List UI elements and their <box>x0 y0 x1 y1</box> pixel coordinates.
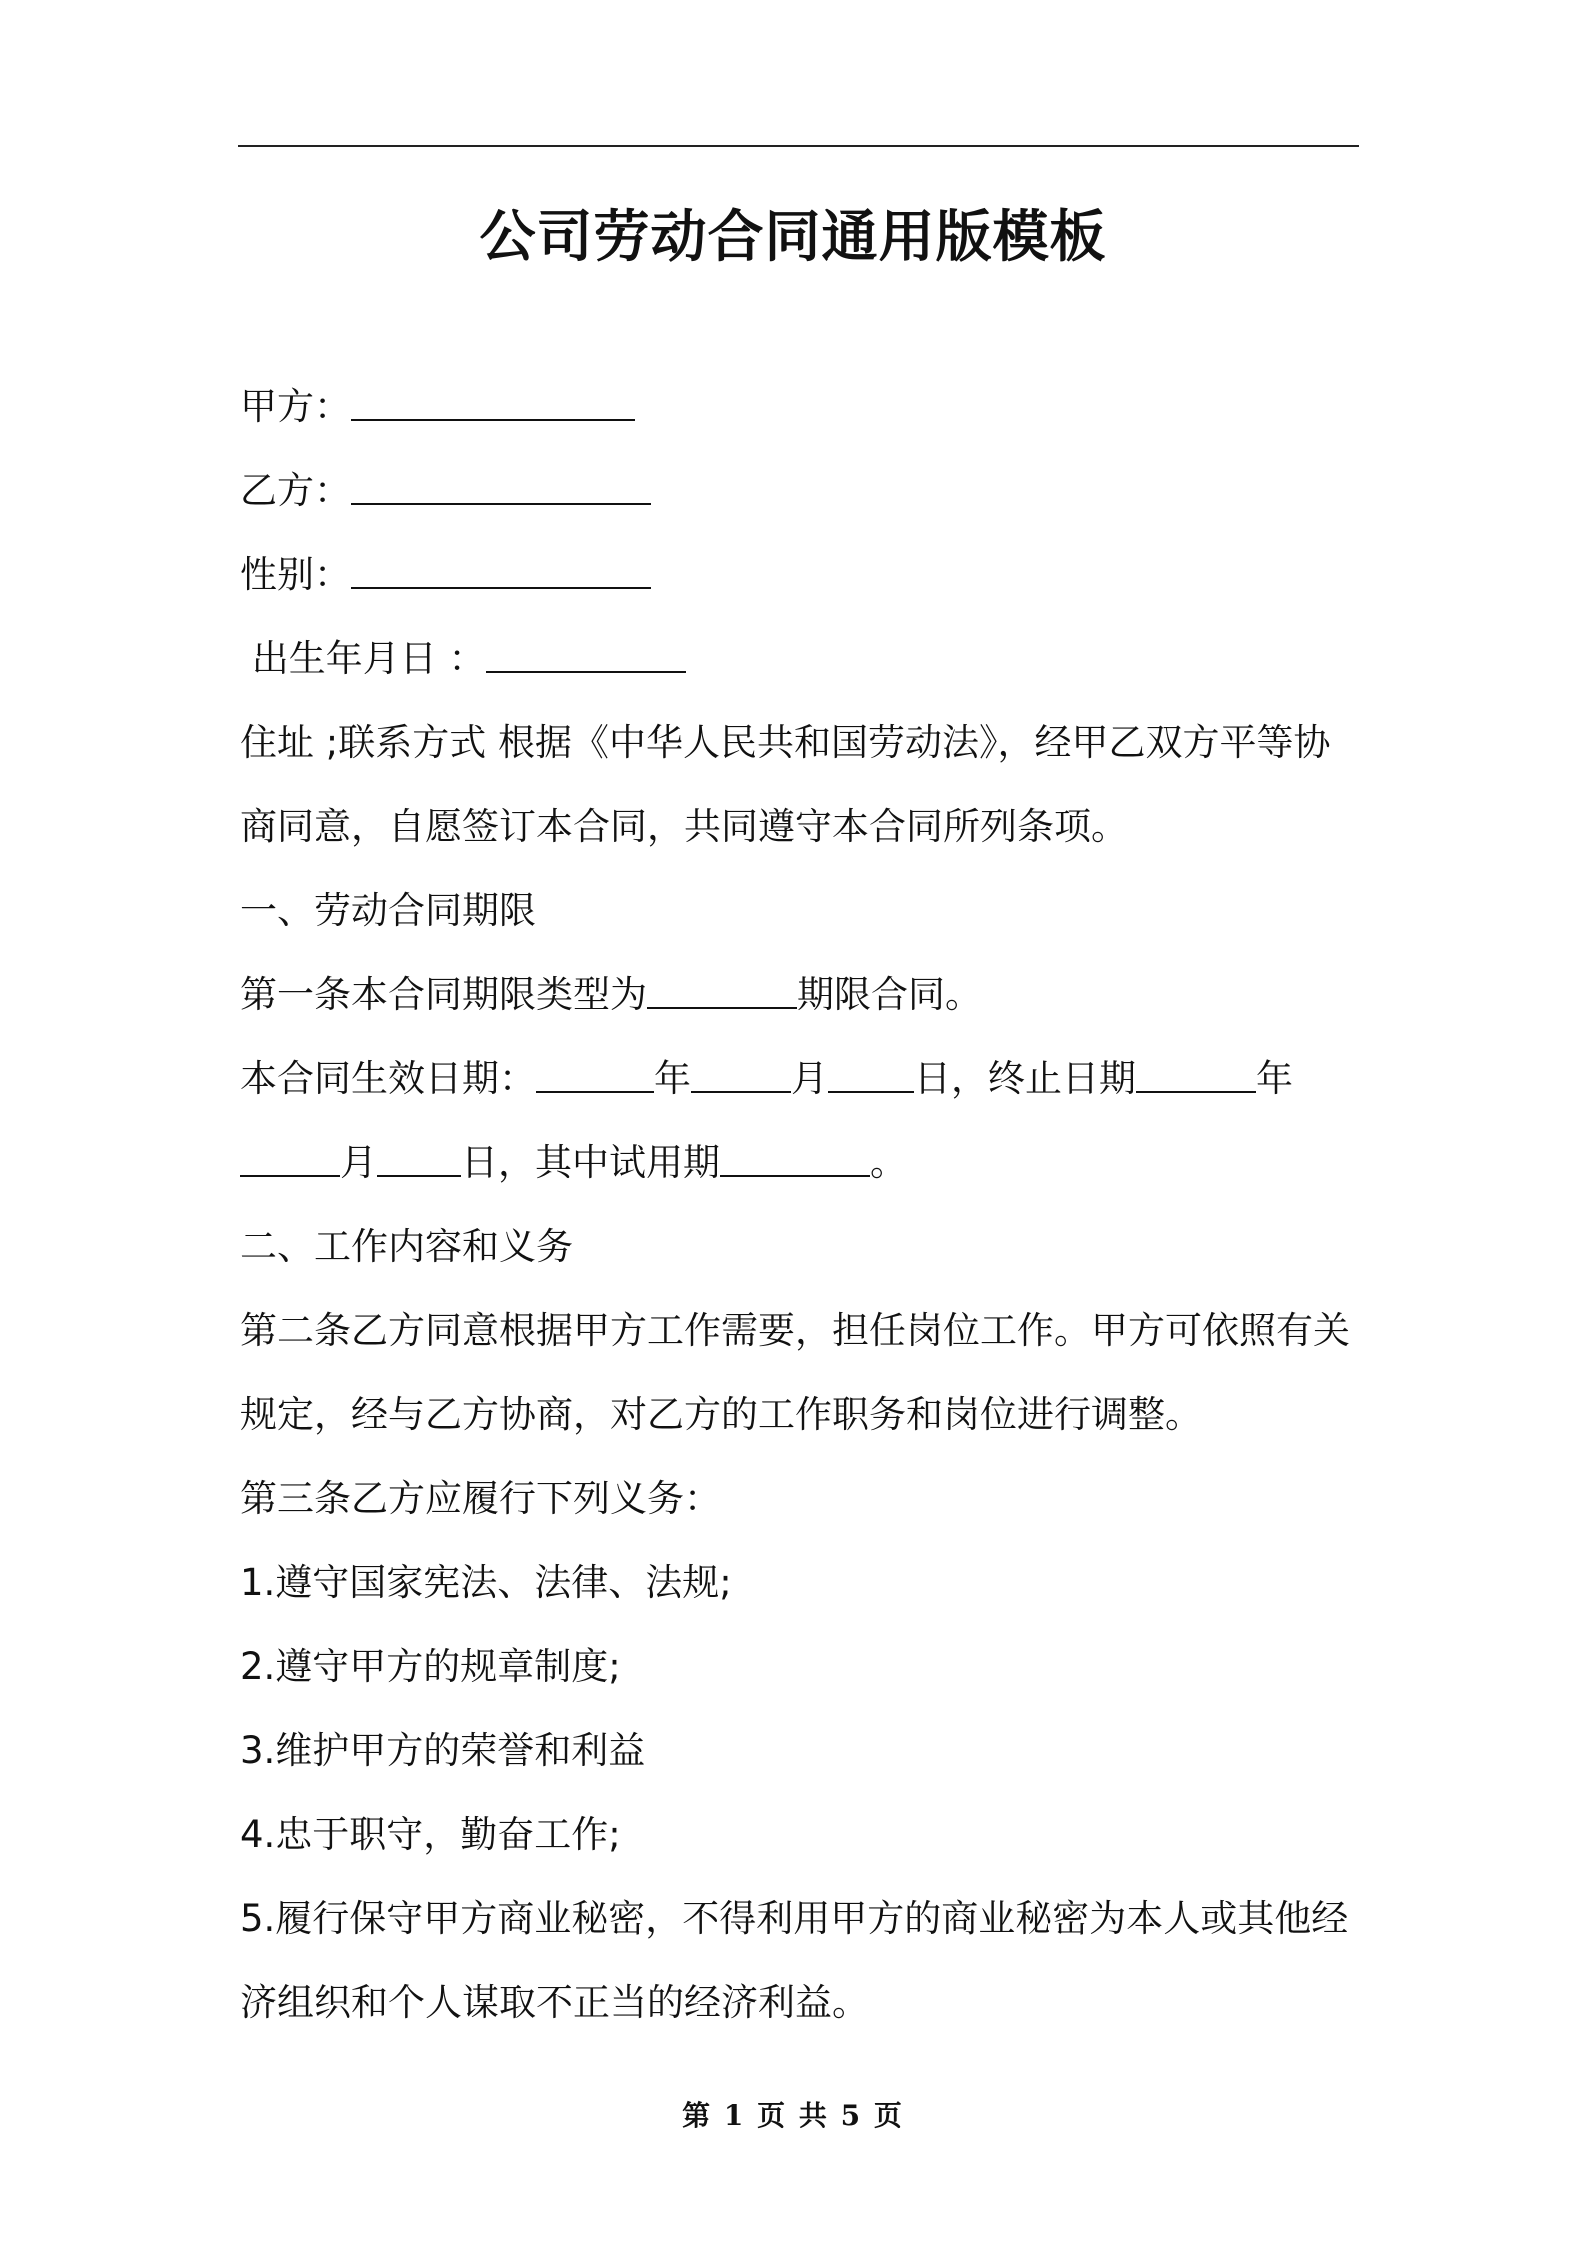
gender-label: 性别： <box>240 553 351 596</box>
effective-date-line <box>240 1037 1360 1121</box>
birth-date-field <box>240 617 1360 701</box>
duty-item-1: 1.遵守国家宪法、法律、法规; <box>240 1561 732 1604</box>
duty-item-5: 5.履行保守甲方商业秘密，不得利用甲方的商业秘密为本人或其他经 <box>240 1897 1349 1940</box>
effective-date-line-2 <box>240 1121 1360 1205</box>
article-2-line-1: 第二条乙方同意根据甲方工作需要，担任岗位工作。甲方可依照有关 <box>240 1309 1350 1352</box>
contract-type-blank <box>647 973 797 1009</box>
intro-line-1: 住址 ;联系方式 根据《中华人民共和国劳动法》，经甲乙双方平等协 <box>240 721 1331 764</box>
intro-line-2: 商同意，自愿签订本合同，共同遵守本合同所列条项。 <box>240 805 1128 848</box>
party-b-label: 乙方： <box>240 469 351 512</box>
duty-item-2: 2.遵守甲方的规章制度; <box>240 1645 621 1688</box>
duty-item-4: 4.忠于职守，勤奋工作; <box>240 1813 621 1856</box>
effective-date-prefix: 本合同生效日期： <box>240 1057 536 1100</box>
start-year-blank <box>536 1057 654 1093</box>
start-month-label: 月 <box>791 1057 828 1100</box>
section-1-heading: 一、劳动合同期限 <box>240 889 536 932</box>
party-a-blank <box>351 385 635 421</box>
birth-date-blank <box>486 637 686 673</box>
party-a-field <box>240 365 1360 449</box>
article-1-suffix: 期限合同。 <box>797 973 982 1016</box>
header-rule <box>238 145 1359 147</box>
duty-item-5-continued: 济组织和个人谋取不正当的经济利益。 <box>240 1981 869 2024</box>
end-day-blank <box>377 1141 461 1177</box>
article-1-prefix: 第一条本合同期限类型为 <box>240 973 647 1016</box>
end-month-label: 月 <box>340 1141 377 1184</box>
effective-period: 。 <box>870 1141 907 1184</box>
section-2-heading: 二、工作内容和义务 <box>240 1225 573 1268</box>
end-year-blank <box>1136 1057 1256 1093</box>
document-title: 公司劳动合同通用版模板 <box>479 205 1107 270</box>
end-year-label: 年 <box>1256 1057 1293 1100</box>
start-month-blank <box>691 1057 791 1093</box>
article-1 <box>240 953 1360 1037</box>
duty-item-3: 3.维护甲方的荣誉和利益 <box>240 1729 646 1772</box>
start-year-label: 年 <box>654 1057 691 1100</box>
document-body <box>240 365 1360 2045</box>
party-b-blank <box>351 469 651 505</box>
gender-field <box>240 533 1360 617</box>
article-2-line-2: 规定，经与乙方协商，对乙方的工作职务和岗位进行调整。 <box>240 1393 1202 1436</box>
birth-date-label: 出生年月日 ： <box>240 637 486 680</box>
probation-label: 日，其中试用期 <box>461 1141 720 1184</box>
probation-blank <box>720 1141 870 1177</box>
gender-blank <box>351 553 651 589</box>
article-3: 第三条乙方应履行下列义务： <box>240 1477 721 1520</box>
party-a-label: 甲方： <box>240 385 351 428</box>
page-number: 第 1 页 共 5 页 <box>682 2099 904 2132</box>
start-day-blank <box>828 1057 914 1093</box>
party-b-field <box>240 449 1360 533</box>
end-month-blank <box>240 1141 340 1177</box>
end-date-label: 日，终止日期 <box>914 1057 1136 1100</box>
